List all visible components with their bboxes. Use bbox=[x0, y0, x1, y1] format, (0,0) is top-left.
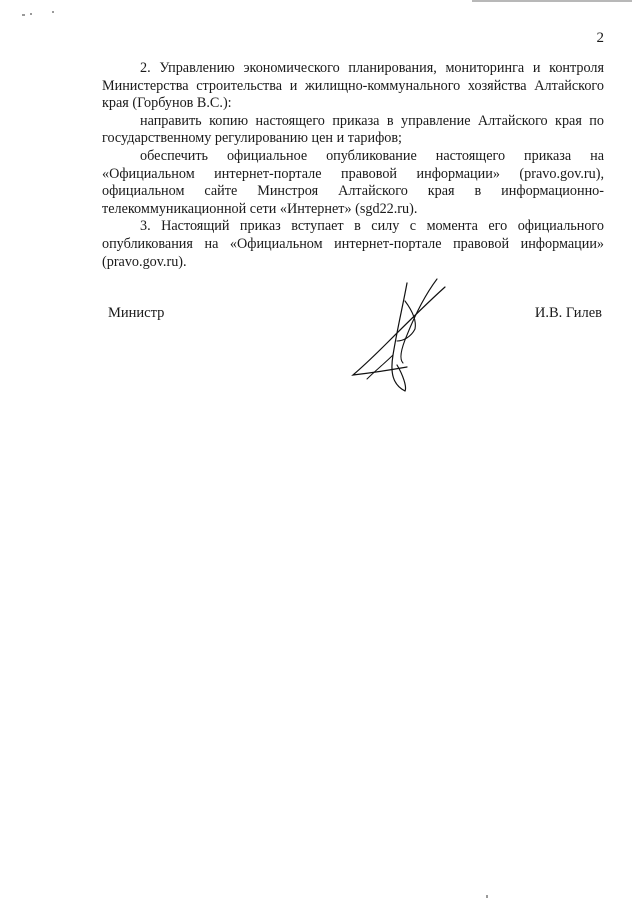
handwritten-signature bbox=[345, 275, 455, 400]
signatory-title: Министр bbox=[108, 305, 165, 321]
scan-speck bbox=[22, 14, 25, 16]
paragraph-2-send-copy: направить копию настоящего приказа в управление Алтайского края по государственному регулированию цен и тарифов; bbox=[102, 112, 604, 147]
scan-edge-line bbox=[472, 0, 632, 2]
document-body bbox=[102, 60, 604, 271]
paragraph-3: 3. Настоящий приказ вступает в силу с момента его официального опубликования на «Официальном интернет-портале правовой информации» (pravo.gov.ru). bbox=[102, 218, 604, 270]
paragraph-2: 2. Управлению экономического планирования, мониторинга и контроля Министерства строительства и жилищно-коммунального хозяйства Алтайского края (Горбунов В.С.): bbox=[102, 60, 604, 112]
page-number: 2 bbox=[596, 30, 604, 46]
signatory-name: И.В. Гилев bbox=[534, 305, 602, 321]
scan-speck bbox=[486, 895, 488, 898]
scan-speck bbox=[30, 13, 32, 15]
scan-speck bbox=[52, 11, 54, 13]
paragraph-2-publication: обеспечить официальное опубликование настоящего приказа на «Официальном интернет-портале правовой информации» (pravo.gov.ru), официальном сайте Минстроя Алтайского края в информационно-телекоммуникационной сети «Интернет» (sgd22.ru). bbox=[102, 147, 604, 217]
